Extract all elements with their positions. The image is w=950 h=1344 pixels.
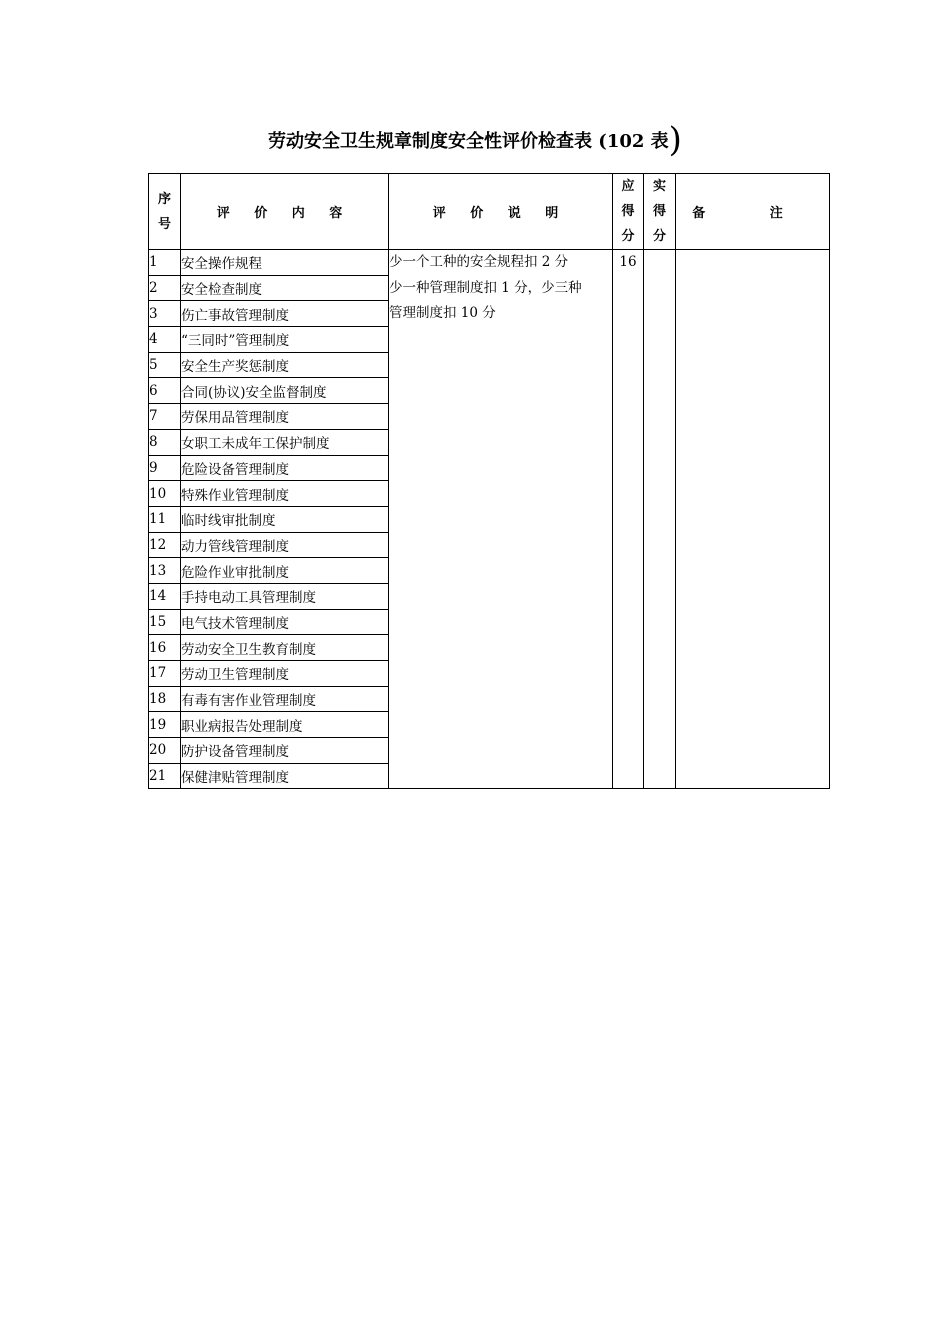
table-header-row	[149, 174, 830, 250]
row-number: 18	[149, 686, 181, 712]
row-number: 21	[149, 763, 181, 789]
row-number: 15	[149, 609, 181, 635]
explanation-line: 少一种管理制度扣 1 分，少三种	[389, 279, 582, 296]
header-no-char: 号	[157, 216, 171, 232]
row-number: 1	[149, 250, 181, 276]
row-number: 9	[149, 455, 181, 481]
row-item: 女职工未成年工保护制度	[181, 429, 389, 455]
header-explanation-label: 评 价 说 明	[432, 206, 569, 221]
row-number: 8	[149, 429, 181, 455]
header-expected-score	[613, 174, 644, 250]
row-item: 劳动卫生管理制度	[181, 661, 389, 687]
row-number: 3	[149, 301, 181, 327]
header-no	[149, 174, 181, 250]
row-item: “三同时”管理制度	[181, 327, 389, 353]
row-number: 10	[149, 481, 181, 507]
title-text: 劳动安全卫生规章制度安全性评价检查表 (102 表	[268, 131, 669, 152]
row-item: 手持电动工具管理制度	[181, 583, 389, 609]
row-item: 劳动安全卫生教育制度	[181, 635, 389, 661]
document-title	[0, 122, 950, 162]
row-number: 13	[149, 558, 181, 584]
row-item: 合同(协议)安全监督制度	[181, 378, 389, 404]
row-item: 安全检查制度	[181, 275, 389, 301]
row-number: 17	[149, 661, 181, 687]
row-number: 16	[149, 635, 181, 661]
header-expected-char: 分	[621, 229, 635, 244]
remarks-cell	[676, 250, 830, 789]
row-number: 2	[149, 275, 181, 301]
row-number: 20	[149, 738, 181, 764]
row-number: 12	[149, 532, 181, 558]
header-explanation	[389, 174, 613, 250]
row-item: 安全生产奖惩制度	[181, 352, 389, 378]
row-number: 7	[149, 404, 181, 430]
row-item: 职业病报告处理制度	[181, 712, 389, 738]
actual-score-cell	[644, 250, 676, 789]
row-item: 特殊作业管理制度	[181, 481, 389, 507]
row-number: 19	[149, 712, 181, 738]
explanation-cell	[389, 250, 613, 789]
row-item: 危险设备管理制度	[181, 455, 389, 481]
row-item: 临时线审批制度	[181, 506, 389, 532]
header-remarks	[676, 174, 830, 250]
header-content-label: 评 价 内 容	[216, 206, 353, 221]
header-remarks-label: 备 注	[692, 206, 813, 221]
header-actual-char: 分	[652, 229, 666, 244]
row-item: 有毒有害作业管理制度	[181, 686, 389, 712]
header-content	[181, 174, 389, 250]
table-row	[149, 250, 830, 276]
header-no-char: 序	[157, 191, 171, 207]
title-close-paren: )	[668, 120, 682, 160]
row-number: 14	[149, 583, 181, 609]
row-item: 安全操作规程	[181, 250, 389, 276]
row-item: 伤亡事故管理制度	[181, 301, 389, 327]
explanation-line: 少一个工种的安全规程扣 2 分	[389, 254, 569, 270]
row-item: 防护设备管理制度	[181, 738, 389, 764]
header-expected-char: 得	[621, 204, 635, 219]
header-actual-char: 实	[652, 179, 666, 194]
row-number: 11	[149, 506, 181, 532]
row-number: 5	[149, 352, 181, 378]
header-expected-char: 应	[621, 179, 635, 194]
row-item: 危险作业审批制度	[181, 558, 389, 584]
header-actual-char: 得	[652, 204, 666, 219]
row-number: 6	[149, 378, 181, 404]
evaluation-table	[148, 173, 830, 789]
explanation-line: 管理制度扣 10 分	[389, 305, 496, 322]
row-item: 保健津贴管理制度	[181, 763, 389, 789]
row-item: 动力管线管理制度	[181, 532, 389, 558]
expected-score-cell: 16	[613, 250, 644, 789]
row-item: 劳保用品管理制度	[181, 404, 389, 430]
row-number: 4	[149, 327, 181, 353]
row-item: 电气技术管理制度	[181, 609, 389, 635]
header-actual-score	[644, 174, 676, 250]
